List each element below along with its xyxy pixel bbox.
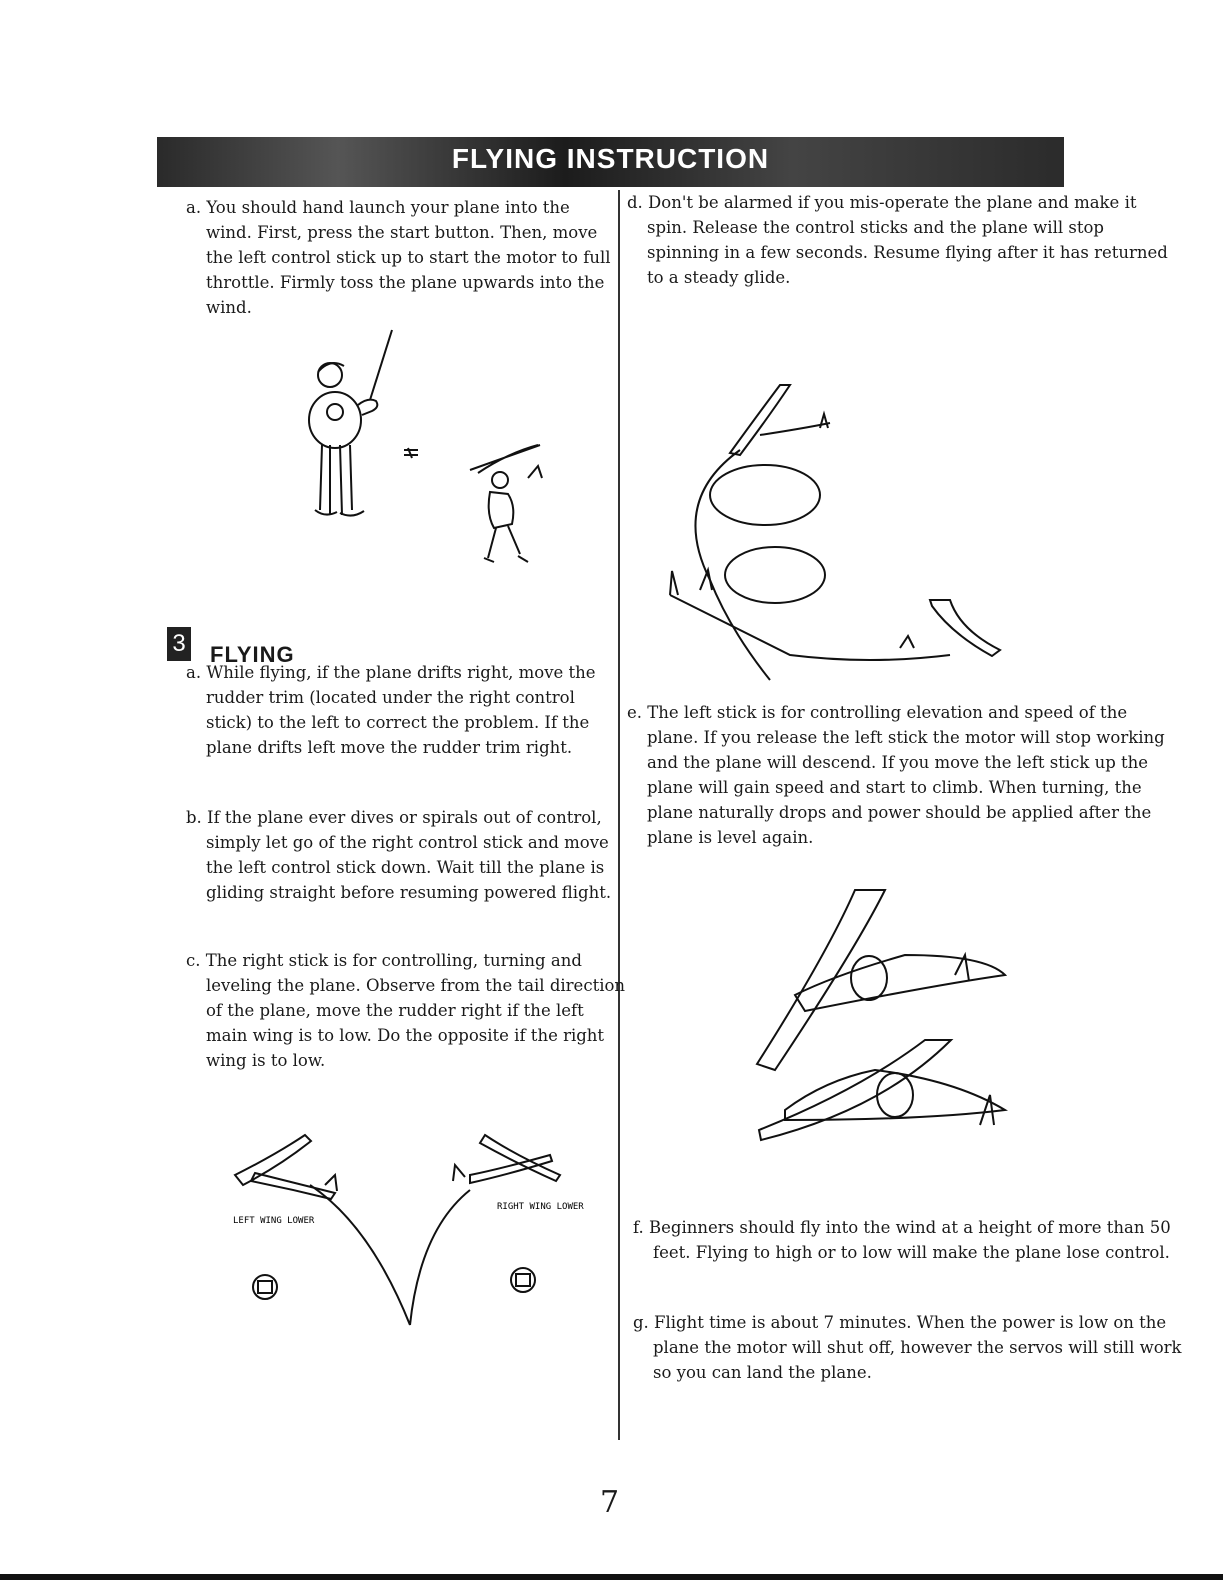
para-g: g. Flight time is about 7 minutes. When the power is low on the plane the motor will shut off, however the servos will still work so you can land the plane. bbox=[633, 1313, 1182, 1382]
spin-illustration bbox=[650, 380, 1010, 670]
para-b: b. If the plane ever dives or spirals out of control, simply let go of the right control stick and move the left control stick down. Wait till the plane is gliding straight before resuming powered flight. bbox=[186, 808, 612, 902]
para-e: e. The left stick is for controlling elevation and speed of the plane. If you release the left stick the motor will stop working and the plane will descend. If you move the left stick up the plane will gain speed and start to climb. When turning, the plane naturally drops and power should be applied after the plane is level again. bbox=[627, 703, 1165, 847]
elevation-illustration bbox=[755, 885, 1015, 1175]
section-number-badge: 3 bbox=[167, 627, 191, 661]
page-title: FLYING INSTRUCTION bbox=[451, 143, 770, 174]
left-wing-lower-label: LEFT WING LOWER bbox=[233, 1216, 315, 1226]
para-launch: a. You should hand launch your plane into the wind. First, press the start button. Then, move the left control stick up to start the motor to full throttle. Firmly toss the plane upwards into the wind. bbox=[186, 198, 611, 317]
para-d: d. Don't be alarmed if you mis-operate the plane and make it spin. Release the control sticks and the plane will stop spinning in a few seconds. Resume flying after it has returned to a steady glide. bbox=[627, 193, 1168, 287]
para-a: a. While flying, if the plane drifts right, move the rudder trim (located under the right control stick) to the left to correct the problem. If the plane drifts left move the rudder trim right. bbox=[186, 663, 596, 757]
para-c: c. The right stick is for controlling, turning and leveling the plane. Observe from the tail direction of the plane, move the rudder right if the left main wing is to low. Do the opposite if the right wing is to low. bbox=[186, 951, 626, 1070]
launch-illustration bbox=[300, 330, 560, 580]
right-wing-lower-label: RIGHT WING LOWER bbox=[497, 1202, 584, 1212]
para-f: f. Beginners should fly into the wind at a height of more than 50 feet. Flying to high or to low will make the plane lose control. bbox=[633, 1218, 1171, 1262]
section-title: FLYING bbox=[210, 642, 295, 667]
bottom-rule bbox=[0, 1574, 1223, 1580]
header-bar bbox=[157, 137, 1064, 187]
page-number: 7 bbox=[600, 1485, 620, 1520]
wing-lower-illustration bbox=[215, 1115, 605, 1345]
